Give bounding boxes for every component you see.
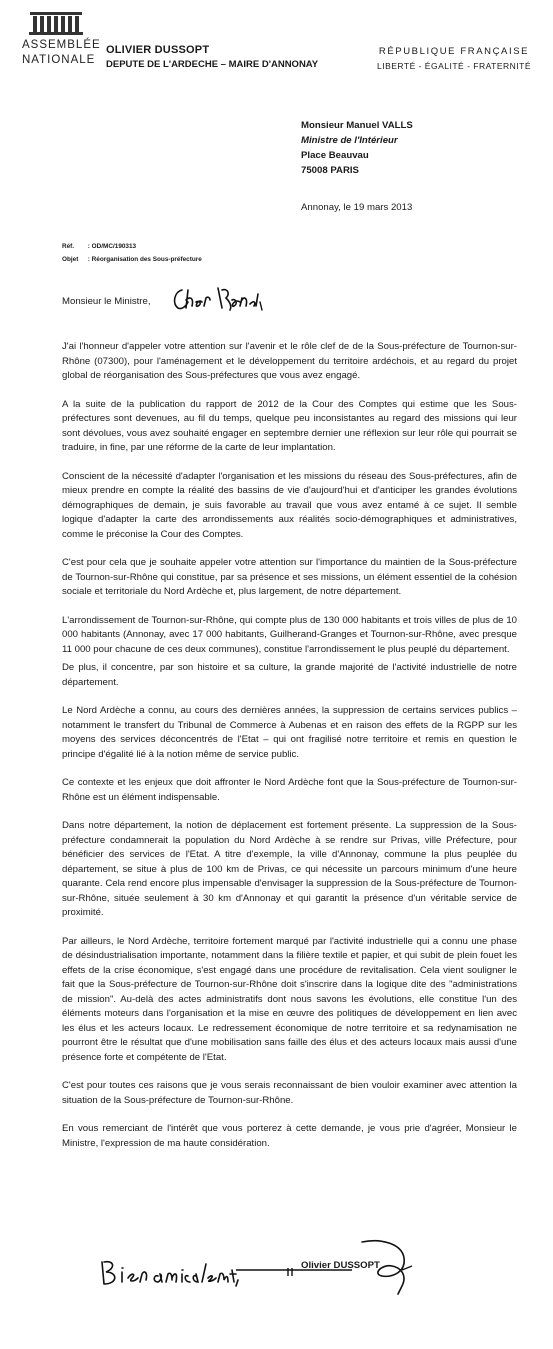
- body-paragraph: De plus, il concentre, par son histoire et sa culture, la grande majorité de l'activité industrielle de notre département.: [62, 662, 517, 688]
- republic-motto: LIBERTÉ - ÉGALITÉ - FRATERNITÉ: [376, 61, 531, 71]
- recipient-name: Monsieur Manuel VALLS: [301, 120, 413, 131]
- objet-value: : Réorganisation des Sous-préfecture: [87, 256, 202, 263]
- body-paragraph: Ce contexte et les enjeux que doit affronter le Nord Ardèche font que la Sous-préfecture de Tournon-sur-Rhône est un élément indispensable.: [62, 777, 517, 803]
- logo-line-2: NATIONALE: [22, 54, 96, 66]
- sender-title: DEPUTE DE L'ARDECHE – MAIRE D'ANNONAY: [106, 59, 319, 70]
- recipient-title: Ministre de l'Intérieur: [301, 135, 398, 146]
- body-paragraph: Conscient de la nécessité d'adapter l'organisation et les missions du réseau des Sous-préfectures, afin de mieux prendre en compte la réalité des bassins de vie d'aujourd'hui et d'anticiper les grandes évolutions démographiques de demain, je suis favorable au travail que vous avez entamé à ce sujet. Il semble logique d'adapter la carte des arrondissements aux réalités socio-démographiques et administratives, comme le préconise la Cour des Comptes.: [62, 470, 517, 540]
- body-paragraph: Par ailleurs, le Nord Ardèche, territoire fortement marqué par l'activité industrielle qui a connu une phase de désindustrialisation importante, notamment dans la filière textile et papier, et qui subit de plein fouet les effets de la crise économique, s'est engagé dans une procédure de revitalisation. Cela vient souligner le fait que la Sous-préfecture de Tournon-sur-Rhône doit s'inscrire dans la logique dite des "administrations de mission". Au-delà des actes administratifs dont nous savons les évolutions, elle constitue l'un des éléments moteurs dans l'organisation et la mise en œuvre des politiques de développement en lien avec les élus et les acteurs locaux. Le redressement économique de notre territoire et sa redynamisation ne pourront être le résultat que d'une mobilisation sans faille des élus et des acteurs locaux mais aussi d'une présence forte et compétente de l'Etat.: [62, 935, 517, 1063]
- ref-value: : OD/MC/190313: [87, 243, 137, 250]
- signature-name: Olivier DUSSOPT: [301, 1260, 380, 1271]
- sender-name: OLIVIER DUSSOPT: [106, 44, 210, 56]
- republic-name: RÉPUBLIQUE FRANÇAISE: [378, 46, 530, 57]
- body-paragraph: J'ai l'honneur d'appeler votre attention sur l'avenir et le rôle clef de de la Sous-préfecture de Tournon-sur-Rhône (07300), pour l'aménagement et le développement du territoire ardéchois, et au regard du projet global de réorganisation des Sous-préfectures que vous avez engagé.: [62, 341, 517, 381]
- republic-block: [377, 46, 531, 71]
- logo-line-1: ASSEMBLÉE: [22, 39, 101, 51]
- body-paragraph: En vous remerciant de l'intérêt que vous porterez à cette demande, je vous prie d'agréer, Monsieur le Ministre, l'expression de ma haute considération.: [62, 1123, 517, 1149]
- assemblee-logo: [22, 10, 101, 66]
- objet-line: [62, 253, 202, 266]
- body-paragraph: L'arrondissement de Tournon-sur-Rhône, qui compte plus de 130 000 habitants et trois villes de plus de 10 000 habitants (Annonay, avec 17 000 habitants, Guilherand-Granges et Tournon-sur-Rhône, avec presque 11 000 pour chacune de ces deux communes), constitue l'arrondissement le plus peuplé du département.: [62, 614, 517, 655]
- recipient-street: Place Beauvau: [301, 150, 369, 161]
- body-paragraph: Dans notre département, la notion de déplacement est fortement présente. La suppression de la Sous-préfecture condamnerait la population du Nord Ardèche à se rendre sur Privas, ville Préfecture, pour bénéficier des services de l'Etat. A titre d'exemple, la ville d'Annonay, commune la plus peuplée du département, se situe à plus de 100 km de Privas, ce qui nécessite un parcours minimum d'une heure quarante. Cela rend encore plus impensable d'envisager la suppression de la Sous-préfecture de Tournon-sur-Rhône, située seulement à 30 km d'Annonay et qui garantit la présence d'un véritable service de proximité.: [62, 820, 517, 918]
- letter-body: [62, 340, 517, 1151]
- sender-block: [106, 44, 318, 70]
- body-paragraph: A la suite de la publication du rapport de 2012 de la Cour des Comptes qui estime que les Sous-préfectures sont devenues, au fil du temps, quelque peu inconsistantes au regard des missions qui leur sont dévolues, vous avez souhaité engager en septembre dernier une réflexion sur leur rôle qui pourrait se traduire, in fine, par une réforme de la carte de leur implantation.: [62, 398, 517, 453]
- salutation: Monsieur le Ministre,: [62, 296, 151, 307]
- reference-block: [62, 240, 202, 266]
- body-paragraph: Le Nord Ardèche a connu, au cours des dernières années, la suppression de certains services publics – notamment le transfert du Tribunal de Commerce à Aubenas et en raison des effets de la RGPP sur les moyens des services déconcentrés de l'Etat – qui ont fragilisé notre territoire et remis en question le principe d'égalité lié à la notion même de service public.: [62, 705, 517, 760]
- ref-line: [62, 240, 202, 253]
- objet-label: Objet: [62, 256, 79, 263]
- body-paragraph: C'est pour toutes ces raisons que je vous serais reconnaissant de bien vouloir examiner avec attention la situation de la Sous-préfecture de Tournon-sur-Rhône.: [62, 1080, 517, 1106]
- letter-date: Annonay, le 19 mars 2013: [301, 202, 413, 213]
- handwritten-closing: [96, 1256, 246, 1290]
- assemblee-building-icon: [28, 10, 84, 36]
- recipient-block: [301, 118, 413, 178]
- ref-label: Réf.: [62, 243, 75, 250]
- body-paragraph: C'est pour cela que je souhaite appeler votre attention sur l'importance du maintien de la Sous-préfecture de Tournon-sur-Rhône qui constitue, par sa présence et ses missions, un élément essentiel de la cohésion sociale et territoriale du Nord Ardèche et, plus largement, de notre département.: [62, 557, 517, 597]
- recipient-city: 75008 PARIS: [301, 165, 359, 176]
- handwritten-salutation: [170, 284, 270, 314]
